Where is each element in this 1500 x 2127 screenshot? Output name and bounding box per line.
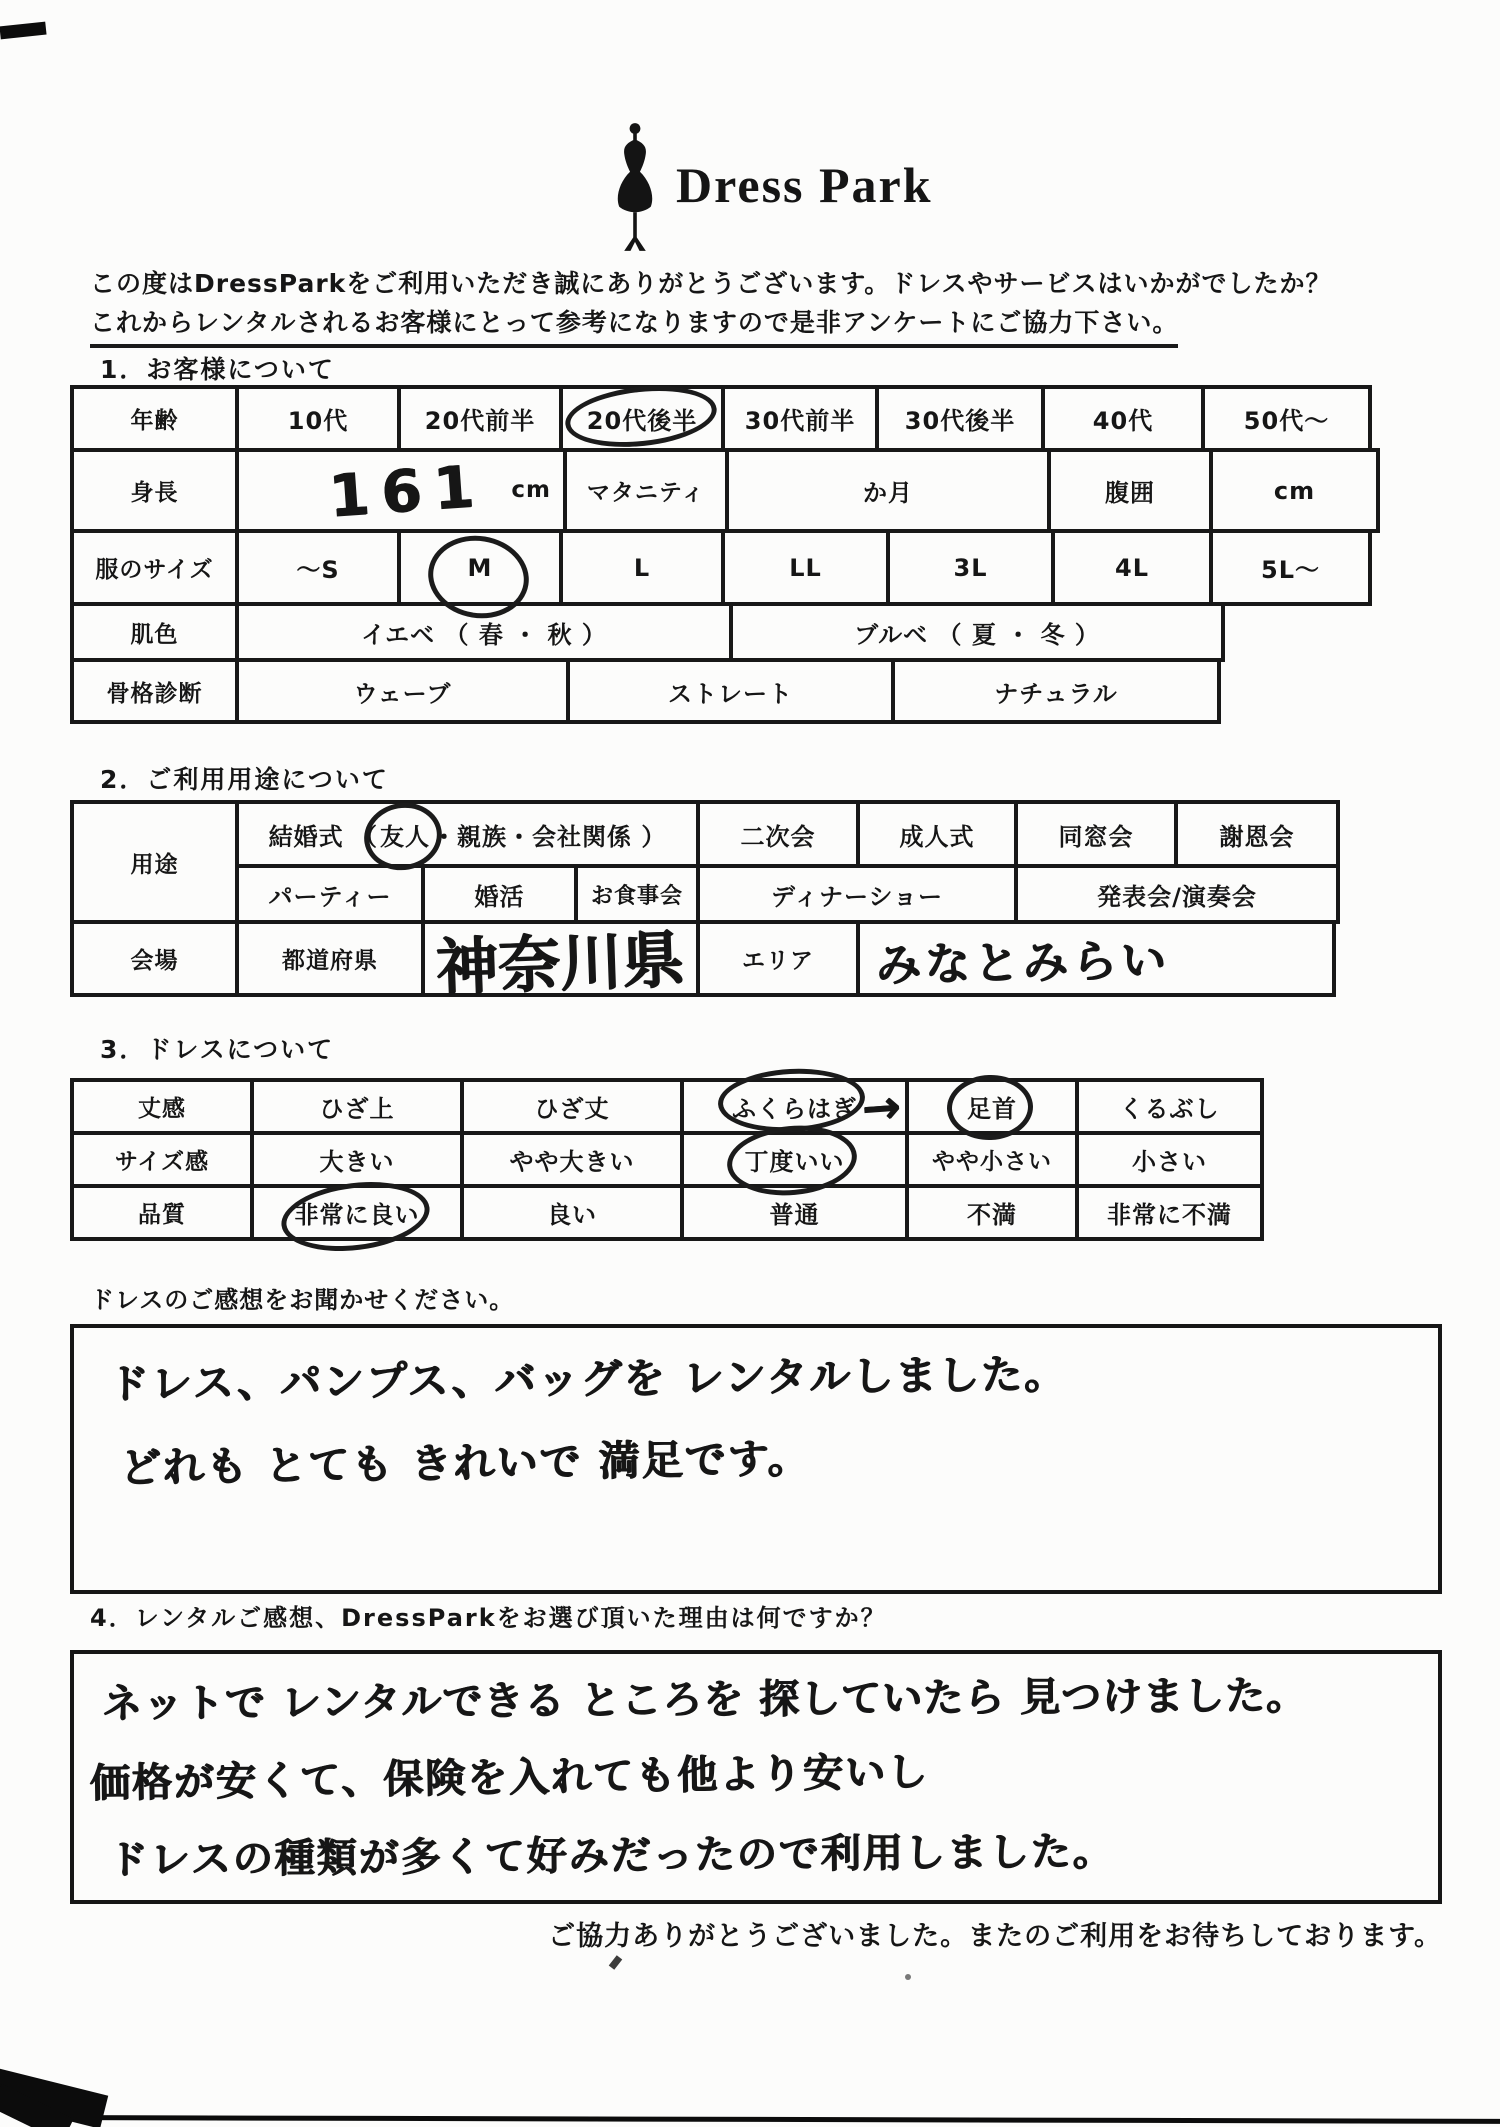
purpose-option-afterparty: 二次会 bbox=[696, 800, 860, 868]
height-value-cell bbox=[235, 448, 567, 533]
scan-speck bbox=[609, 1955, 623, 1970]
quality-option-good: 良い bbox=[460, 1184, 684, 1241]
prefecture-value-cell bbox=[421, 920, 700, 1005]
size-option-5l: 5L～ bbox=[1209, 529, 1372, 606]
purpose-option-dinner-meeting: お食事会 bbox=[574, 864, 700, 924]
height-unit: cm bbox=[511, 477, 551, 503]
size-option-3l: 3L bbox=[886, 529, 1055, 606]
wedding-suffix: ・親族・会社関係 ） bbox=[432, 822, 667, 851]
reason-line-3: ドレスの種類が多くて好みだったので利用しました。 bbox=[107, 1828, 1116, 1884]
size-option-m bbox=[397, 529, 563, 606]
dress-feedback-box bbox=[70, 1324, 1442, 1594]
age-option-10s: 10代 bbox=[235, 385, 401, 452]
dress-feedback-prompt: ドレスのご感想をお聞かせください。 bbox=[90, 1286, 515, 1314]
age-option-30s-late: 30代後半 bbox=[875, 385, 1045, 452]
skeleton-option-wave: ウェーブ bbox=[235, 658, 570, 724]
dress-feedback-line-2: どれも とても きれいで 満足です。 bbox=[119, 1434, 811, 1492]
quality-option-very-good bbox=[250, 1184, 464, 1241]
purpose-option-reunion: 同窓会 bbox=[1014, 800, 1178, 868]
size-option-l: L bbox=[559, 529, 725, 606]
height-label: 身長 bbox=[70, 448, 239, 533]
wedding-option-friend: 友人 bbox=[380, 817, 430, 852]
skin-tone-row bbox=[70, 602, 1380, 662]
age-option-30s-early: 30代前半 bbox=[721, 385, 879, 452]
height-value-handwritten: 161 bbox=[326, 451, 489, 530]
purpose-option-party: パーティー bbox=[235, 864, 425, 924]
purpose-label: 用途 bbox=[70, 800, 239, 924]
age-option-50s: 50代～ bbox=[1201, 385, 1372, 452]
usage-table bbox=[70, 800, 1340, 1005]
dress-feedback-line-1: ドレス、パンプス、バッグを レンタルしました。 bbox=[107, 1349, 1068, 1409]
age-option-40s: 40代 bbox=[1041, 385, 1205, 452]
purpose-option-recital: 発表会/演奏会 bbox=[1014, 864, 1340, 924]
area-label: エリア bbox=[696, 920, 860, 997]
quality-option-very-unsatisfied: 非常に不満 bbox=[1075, 1184, 1264, 1241]
fit-option-slightly-large: やや大きい bbox=[460, 1131, 684, 1188]
purpose-row-2 bbox=[235, 864, 1340, 924]
length-option-ankle bbox=[905, 1078, 1079, 1135]
age-option-20s-late bbox=[559, 385, 725, 452]
age-label: 年齢 bbox=[70, 385, 239, 452]
fit-option-just-right bbox=[680, 1131, 909, 1188]
footer-thanks: ご協力ありがとうございました。またのご利用をお待ちしております。 bbox=[548, 1921, 1442, 1952]
fit-option-large: 大きい bbox=[250, 1131, 464, 1188]
fit-option-small: 小さい bbox=[1075, 1131, 1264, 1188]
size-option-ll: LL bbox=[721, 529, 890, 606]
section4-heading: 4．レンタルご感想、DressParkをお選び頂いた理由は何ですか？ bbox=[90, 1604, 887, 1632]
reason-box bbox=[70, 1650, 1442, 1904]
skin-option-yellow-base: イエベ （ 春 ・ 秋 ） bbox=[235, 602, 733, 662]
skeleton-row bbox=[70, 658, 1380, 724]
waist-label: 腹囲 bbox=[1047, 448, 1213, 533]
length-label: 丈感 bbox=[70, 1078, 254, 1135]
quality-label: 品質 bbox=[70, 1184, 254, 1241]
age-option-20s-late-label: 20代後半 bbox=[587, 401, 697, 436]
skeleton-option-straight: ストレート bbox=[566, 658, 895, 724]
length-option-anklebone: くるぶし bbox=[1075, 1078, 1264, 1135]
size-row bbox=[70, 529, 1380, 606]
fit-row bbox=[70, 1131, 1264, 1188]
quality-option-normal: 普通 bbox=[680, 1184, 909, 1241]
skin-tone-label: 肌色 bbox=[70, 602, 239, 662]
height-row bbox=[70, 448, 1380, 533]
brand-name: Dress Park bbox=[676, 157, 933, 213]
fit-option-slightly-small: やや小さい bbox=[905, 1131, 1079, 1188]
size-option-s: ～S bbox=[235, 529, 401, 606]
venue-row bbox=[70, 920, 1340, 1005]
scan-artifact-top-left bbox=[0, 22, 47, 40]
quality-row bbox=[70, 1184, 1264, 1241]
prefecture-label: 都道府県 bbox=[235, 920, 425, 997]
length-option-knee: ひざ丈 bbox=[460, 1078, 684, 1135]
prefecture-value-handwritten: 神奈川県 bbox=[435, 922, 686, 1005]
size-option-m-label: M bbox=[467, 553, 493, 582]
area-value-cell bbox=[856, 920, 1336, 997]
wedding-prefix: 結婚式 （ bbox=[268, 822, 378, 851]
length-row bbox=[70, 1078, 1264, 1135]
reason-line-2: 価格が安くて、保険を入れても他より安いし bbox=[89, 1749, 930, 1807]
fit-option-just-right-label: 丁度いい bbox=[745, 1142, 845, 1177]
quality-option-unsatisfied: 不満 bbox=[905, 1184, 1079, 1241]
skeleton-label: 骨格診断 bbox=[70, 658, 239, 724]
size-option-4l: 4L bbox=[1051, 529, 1213, 606]
length-option-ankle-label: 足首 bbox=[967, 1089, 1017, 1124]
maternity-label: マタニティ bbox=[563, 448, 729, 533]
area-value-handwritten: みなとみらい bbox=[875, 933, 1171, 992]
length-arrow-mark: → bbox=[860, 1078, 906, 1136]
venue-label: 会場 bbox=[70, 920, 239, 997]
intro-line-1: この度はDressParkをご利用いただき誠にありがとうございます。ドレスやサービスはいかがでしたか？ bbox=[90, 269, 1332, 298]
size-label: 服のサイズ bbox=[70, 529, 239, 606]
purpose-option-konkatsu: 婚活 bbox=[421, 864, 578, 924]
purpose-option-thanks-party: 謝恩会 bbox=[1174, 800, 1340, 868]
skin-option-blue-base: ブルベ （ 夏 ・ 冬 ） bbox=[729, 602, 1225, 662]
purpose-option-coming-of-age: 成人式 bbox=[856, 800, 1018, 868]
dress-table bbox=[70, 1078, 1264, 1241]
skeleton-option-natural: ナチュラル bbox=[891, 658, 1221, 724]
length-option-calf-label: ふくらはぎ bbox=[732, 1089, 857, 1124]
reason-line-1: ネットで レンタルできる ところを 探していたら 見つけました。 bbox=[101, 1672, 1308, 1728]
purpose-row-1 bbox=[235, 800, 1340, 868]
maternity-months-cell: か月 bbox=[725, 448, 1051, 533]
quality-option-very-good-label: 非常に良い bbox=[295, 1195, 420, 1230]
brand-logo bbox=[608, 118, 933, 260]
purpose-option-wedding bbox=[235, 800, 700, 868]
customer-table bbox=[70, 385, 1380, 724]
dress-form-icon bbox=[608, 118, 662, 260]
fit-label: サイズ感 bbox=[70, 1131, 254, 1188]
waist-unit-cell: cm bbox=[1209, 448, 1380, 533]
scan-speck bbox=[905, 1974, 911, 1980]
purpose-option-dinner-show: ディナーショー bbox=[696, 864, 1018, 924]
section3-heading: 3．ドレスについて bbox=[100, 1035, 335, 1064]
age-row bbox=[70, 385, 1380, 452]
section2-heading: 2．ご利用用途について bbox=[100, 765, 389, 794]
scan-edge-line bbox=[84, 2115, 1500, 2124]
age-option-20s-early: 20代前半 bbox=[397, 385, 563, 452]
section1-heading: 1．お客様について bbox=[100, 355, 335, 384]
intro-line-2: これからレンタルされるお客様にとって参考になりますので是非アンケートにご協力下さい。 bbox=[90, 303, 1178, 348]
length-option-above-knee: ひざ上 bbox=[250, 1078, 464, 1135]
